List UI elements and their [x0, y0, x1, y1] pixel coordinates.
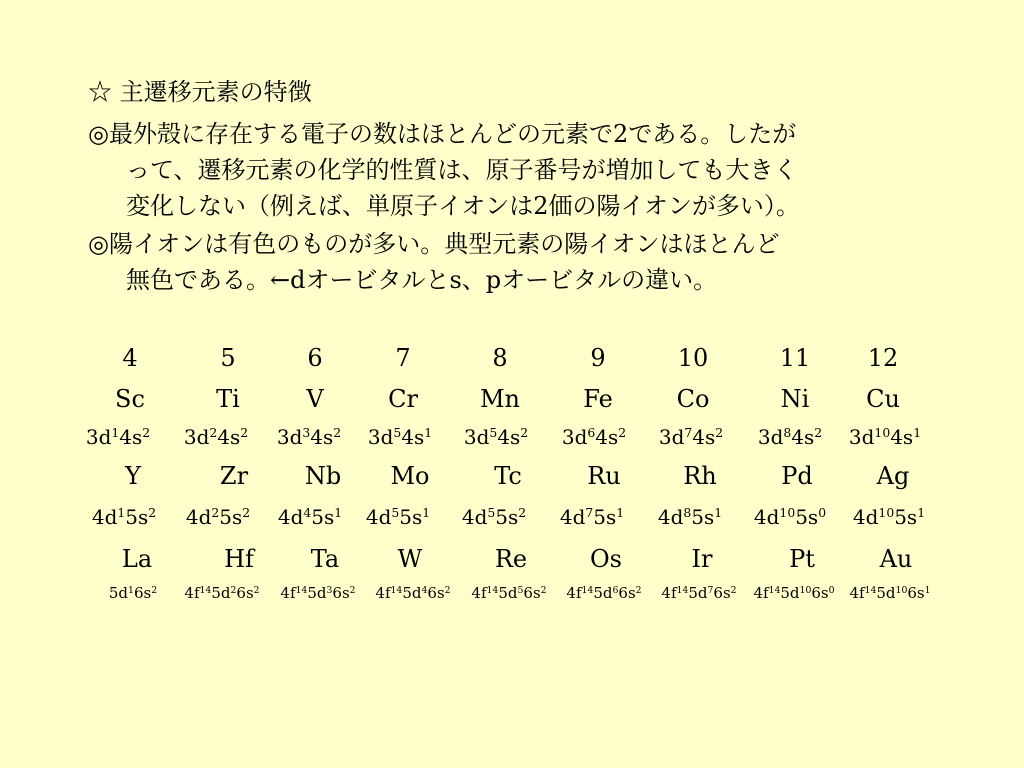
element-symbol: Re [494, 545, 528, 573]
paragraph-line: 無色である。←dオービタルとs、pオービタルの違い。 [126, 266, 718, 294]
electron-configuration: $4f^{14}5d^{10}6s^1$ [849, 584, 931, 602]
paragraph-line: 変化しない（例えば、単原子イオンは2価の陽イオンが多い）。 [126, 192, 800, 220]
electron-configuration: $4d^25s^2$ [185, 505, 251, 529]
element-symbol: Sc [115, 385, 145, 413]
electron-configuration: $4d^55s^1$ [365, 505, 431, 529]
element-symbol: Pt [789, 545, 815, 573]
electron-configuration: $3d^54s^2$ [463, 425, 529, 449]
electron-configuration: $4d^75s^1$ [559, 505, 625, 529]
element-symbol: Mo [390, 462, 430, 490]
electron-configuration: $3d^84s^2$ [757, 425, 823, 449]
group-number: 4 [122, 344, 138, 372]
electron-configuration: $3d^24s^2$ [183, 425, 249, 449]
electron-configuration: $4f^{14}5d^46s^2$ [375, 584, 451, 602]
element-symbol: Ag [876, 462, 910, 490]
electron-configuration: $3d^{10}4s^1$ [848, 425, 922, 449]
electron-configuration: $4d^55s^2$ [461, 505, 527, 529]
element-symbol: Rh [683, 462, 717, 490]
electron-configuration: $3d^34s^2$ [276, 425, 342, 449]
element-symbol: Cu [866, 385, 900, 413]
electron-configuration: $4f^{14}5d^66s^2$ [566, 584, 642, 602]
group-number: 6 [307, 344, 323, 372]
element-symbol: Ru [587, 462, 621, 490]
electron-configuration: $4d^15s^2$ [91, 505, 157, 529]
electron-configuration: $3d^14s^2$ [85, 425, 151, 449]
electron-configuration: $3d^64s^2$ [561, 425, 627, 449]
element-symbol: Ti [216, 385, 240, 413]
element-symbol: Hf [224, 545, 254, 573]
element-symbol: Zr [219, 462, 249, 490]
electron-configuration: $4d^85s^1$ [657, 505, 723, 529]
paragraph-line: って、遷移元素の化学的性質は、原子番号が増加しても大きく [126, 156, 798, 184]
electron-configuration: $4f^{14}5d^26s^2$ [184, 584, 260, 602]
group-number: 5 [220, 344, 236, 372]
electron-configuration: $4d^{10}5s^1$ [852, 505, 926, 529]
element-symbol: Ni [780, 385, 810, 413]
electron-configuration: $4f^{14}5d^76s^2$ [661, 584, 737, 602]
group-number: 9 [590, 344, 606, 372]
element-symbol: Y [125, 462, 141, 490]
element-symbol: Pd [781, 462, 813, 490]
element-symbol: Nb [304, 462, 342, 490]
group-number: 7 [395, 344, 411, 372]
group-number: 11 [779, 344, 811, 372]
element-symbol: Ir [691, 545, 713, 573]
electron-configuration: $4d^{10}5s^0$ [753, 505, 827, 529]
electron-configuration: $4f^{14}5d^{10}6s^0$ [753, 584, 835, 602]
electron-configuration: $4f^{14}5d^36s^2$ [280, 584, 356, 602]
element-symbol: Co [676, 385, 710, 413]
electron-configuration: $3d^54s^1$ [367, 425, 433, 449]
electron-configuration: $5d^16s^2$ [108, 584, 158, 602]
element-symbol: La [121, 545, 153, 573]
element-symbol: Fe [583, 385, 613, 413]
slide-title: ☆ 主遷移元素の特徴 [88, 78, 312, 106]
group-number: 12 [867, 344, 899, 372]
group-number: 10 [677, 344, 709, 372]
element-symbol: Ta [310, 545, 340, 573]
element-symbol: V [306, 385, 324, 413]
group-number: 8 [492, 344, 508, 372]
electron-configuration: $3d^74s^2$ [658, 425, 724, 449]
element-symbol: W [397, 545, 423, 573]
element-symbol: Au [879, 545, 913, 573]
paragraph-line: ◎陽イオンは有色のものが多い。典型元素の陽イオンはほとんど [88, 230, 780, 258]
electron-configuration: $4d^45s^1$ [277, 505, 343, 529]
element-symbol: Mn [479, 385, 521, 413]
element-symbol: Tc [494, 462, 522, 490]
electron-configuration: $4f^{14}5d^56s^2$ [471, 584, 547, 602]
element-symbol: Cr [388, 385, 418, 413]
element-symbol: Os [590, 545, 622, 573]
paragraph-line: ◎最外殻に存在する電子の数はほとんどの元素で2である。したが [88, 120, 797, 148]
